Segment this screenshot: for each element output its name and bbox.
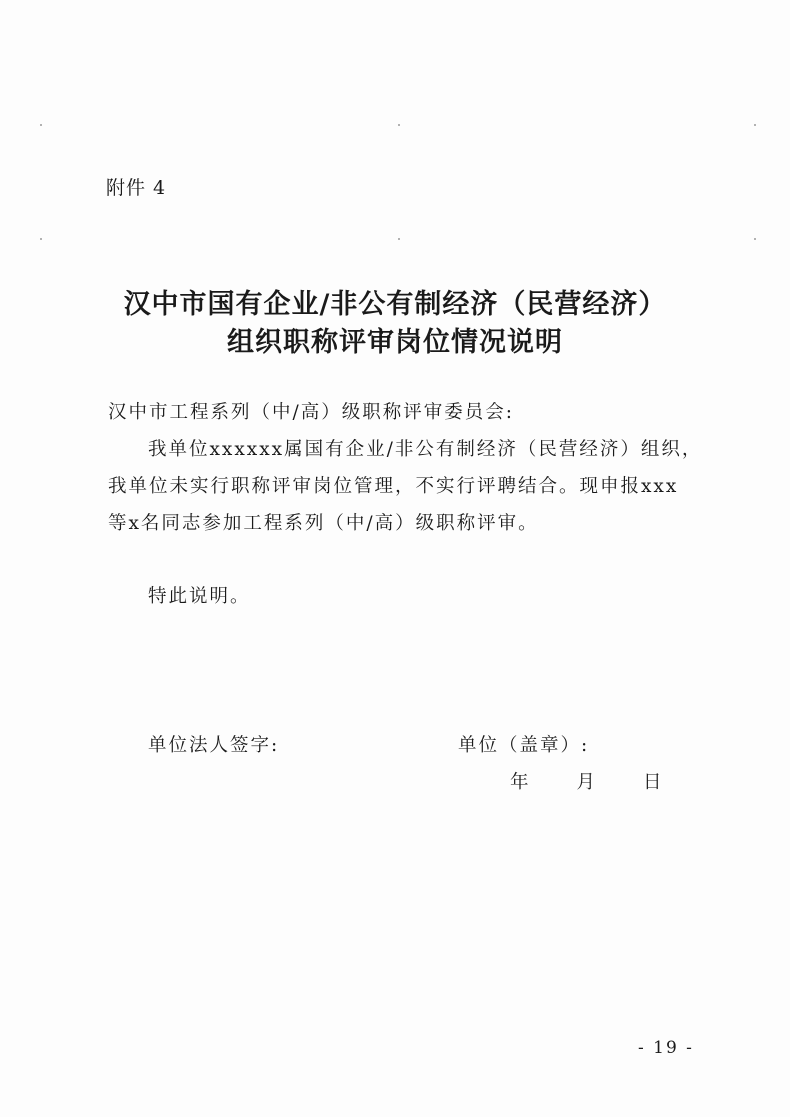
scan-speck — [754, 238, 756, 240]
document-title-line-2: 组织职称评审岗位情况说明 — [227, 327, 563, 358]
date-month-label: 月 — [576, 772, 596, 793]
page-number: - 19 - — [638, 1038, 694, 1058]
closing-statement: 特此说明。 — [148, 586, 251, 607]
scan-speck — [40, 238, 42, 240]
scan-speck — [754, 124, 756, 126]
body-paragraph-line-3: 等x名同志参加工程系列（中/高）级职称评审。 — [108, 513, 539, 534]
scan-speck — [40, 124, 42, 126]
date-day-label: 日 — [643, 772, 662, 793]
body-paragraph-line-2: 我单位未实行职称评审岗位管理，不实行评聘结合。现申报xxx — [108, 476, 679, 497]
body-paragraph-line-1: 我单位xxxxxx属国有企业/非公有制经济（民营经济）组织， — [148, 439, 703, 460]
legal-representative-signature-label: 单位法人签字: — [148, 735, 280, 756]
attachment-label: 附件 4 — [106, 177, 167, 199]
date-year-label: 年 — [510, 772, 529, 793]
document-title-line-1: 汉中市国有企业/非公有制经济（民营经济） — [123, 289, 667, 320]
addressee: 汉中市工程系列（中/高）级职称评审委员会: — [108, 402, 514, 423]
scan-speck — [398, 124, 400, 126]
date-line — [510, 768, 662, 794]
unit-seal-label: 单位（盖章）: — [458, 735, 590, 756]
scan-speck — [398, 238, 400, 240]
